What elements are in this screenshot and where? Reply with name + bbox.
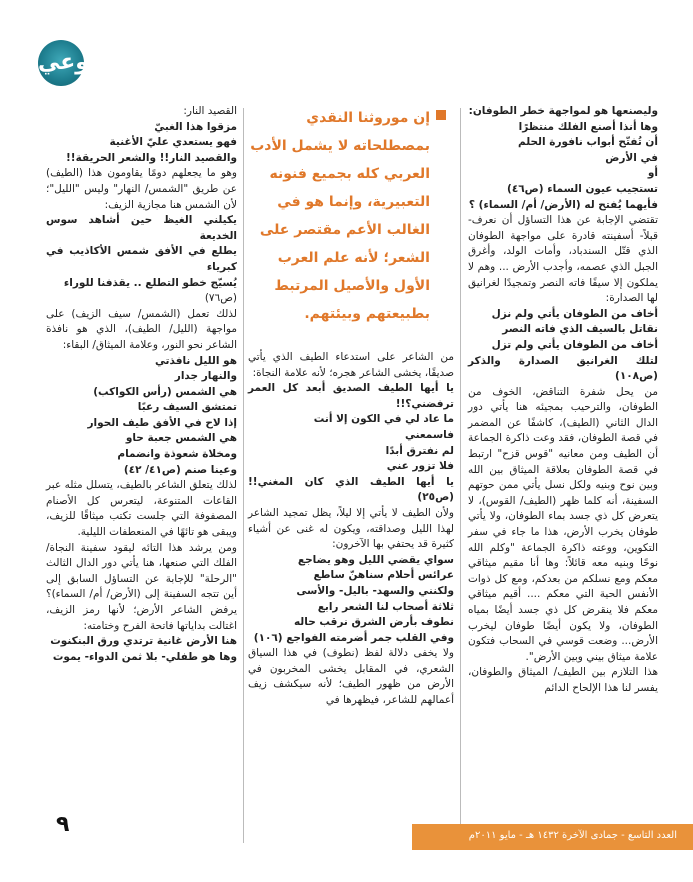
paragraph: لذلك يتعلق الشاعر بالطيف، يتسلل مثله عبر القاعات المتنوعة، ليتعرس كل الأصنام المصفوفة التي جلست تكتب ميثاقًا للزيف، ويبقى هو تائهًا في المنعطفات الليلية.	[46, 479, 237, 539]
verse-line: وليصنعها هو لمواجهة خطر الطوفان:	[468, 105, 658, 117]
paragraph: من يحل شفرة التناقض، الخوف من الطوفان، والترحيب بمجيئه هنا يأتي دور الدال الثاني (الطيف)، كاشفًا عن المضمر في قصة الطوفان، فقد وعت ذاكرة الجماعة أن الطيف ومن معانيه "قوس قزح" ارتبط في قصة الطوفان بعلاقة الميثاق بين الله وبين نوح وبنيه ولكل نسل يأتي ممن حوتهم السفينة، أنه كلما ظهر (الطيف/ القوس)، لا يتعرض كل ذي جسد بماء الطوفان، ولا يأتي طوفان يخرب الأرض، هذا ما جاء في سفر التكوين، ووعته ذاكرة الجماعة "وكلم الله نوحًا وبنيه معه قائلاً: وها أنا مقيم ميثاقي معكم ومع نسلكم من بعدكم، ومع كل ذوات الأنفس الحية التي معكم .... أقيم ميثاقي معكم فلا ينقرض كل ذي جسد أيضًا بمياه الطوفان، ولا يكون أيضًا طوفان ليخرب الأرض... وضعت قوسي في السحاب فتكون علامة ميثاق بيني وبين الأرض".	[468, 385, 658, 663]
verse-line: أخاف من الطوفان يأتي ولم تزل	[491, 338, 658, 351]
article-column-middle	[248, 350, 454, 709]
footer-bar	[412, 824, 693, 850]
verse-line: فهو يستعدي عليّ الأغنية	[109, 136, 237, 149]
paragraph: ولا يخفى دلالة لفظ (نطوف) في هذا السياق الشعري، في المقابل يخشى المخربون في الأرض من ظهور الطيف؛ لأنه سيكشف زيف أعمالهم للشاعر، فيظهرها في	[248, 647, 454, 707]
verse-line: نقاتل بالسيف الذي فاته النصر	[502, 323, 658, 336]
paragraph: من الشاعر على استدعاء الطيف الذي يأتي صديقًا، يخشى الشاعر هجره؛ لأنه علامة النجاة:	[248, 351, 454, 379]
verse-line: أخاف من الطوفان يأتي ولم نزل	[491, 307, 658, 320]
article-column-right	[468, 104, 658, 697]
paragraph: هذا التلازم بين الطيف/ الميثاق والطوفان، يفسر لنا هذا الإلحاح الدائم	[468, 666, 658, 694]
verse-line: فأيهما يُفتح له (الأرض/ أم/ السماء) ؟	[468, 198, 658, 211]
pull-quote-text: إن موروثنا النقدي بمصطلحاته لا يشمل الأدب العربي كله بجميع فنونه التعبيرية، وإنما هو في الغالب الأعم مقتصر على الشعر؛ لأنه علم العرب الأول والأصيل المرتبط بطبيعتهم وبيئتهم.	[250, 110, 430, 322]
paragraph: (ص٧٦)	[204, 292, 237, 305]
verse-line: ومخلاة شعوذة وانضمام	[117, 448, 237, 461]
column-divider	[243, 108, 244, 843]
pull-quote	[250, 104, 446, 336]
verse-line: تستجيب عيون السماء (ص٤٦)	[507, 182, 658, 195]
verse-line: مزقوا هذا الغبيّ	[154, 120, 237, 133]
verse-line: نطوف بأرض الشرق نرقب حاله	[293, 616, 454, 629]
verse-line: وعينا صنم (ص٤١/ ٤٢)	[123, 463, 237, 476]
column-divider	[460, 108, 461, 843]
verse-line: وها أنذا أصنع الفلك منتظرًا	[518, 120, 658, 133]
verse-line: يُسيّج خطو التطلع .. يقذفنا للوراء	[63, 276, 237, 289]
verse-line: في الأرض	[605, 151, 658, 164]
verse-line: فلا تزور عني	[386, 460, 454, 473]
issue-info: العدد التاسع - جمادى الآخرة ١٤٣٢ هـ - مايو ٢٠١١م	[468, 830, 677, 841]
verse-line: يا أيها الطيف الصديق أبعد كل العمر ترفضني؟!!	[248, 382, 454, 410]
paragraph: ومن يرشد هذا التائه ليقود سفينة النجاة/ الفلك التي صنعها، هنا يأتي دور الدال الثالث "الرحلة" للإجابة عن التساؤل السابق إلى أين تتجه السفينة إلى (الأرض/ أم/ السماء)؟ يرفض الشاعر الأرض؛ لأنها رمز الزيف، اغتالت بداياتها فاتحة الفرح وختامته:	[46, 541, 237, 632]
verse-line: وها هو طفلي- بلا ثمن الدواء- يموت	[52, 650, 237, 663]
paragraph: وهو ما يجعلهم دومًا يقاومون هذا (الطيف) عن طريق "الشمس/ النهار" وليس "الليل"؛ لأن الشمس هنا مجازية الزيف:	[46, 167, 237, 211]
verse-line: هي الشمس (رأس الكواكب)	[93, 385, 237, 398]
verse-line: أن تُفتّح أبواب نافورة الحلم	[517, 136, 658, 149]
verse-line: تمتشق السيف رعبًا	[137, 401, 237, 414]
verse-line: سواي يقضي الليل وهو يضاجع	[297, 553, 454, 566]
article-column-left	[46, 104, 237, 665]
verse-line: والنهار جدار	[174, 370, 237, 383]
magazine-logo: الوعي	[38, 40, 84, 86]
verse-line: وفي القلب جمر أضرمته الفواجع (١٠٦)	[253, 631, 454, 644]
verse-line: يطلع في الأفق شمس الأكاذيب في كبرياء	[46, 245, 237, 273]
verse-line: لتلك الغرانيق الصدارة والذكر (ص١٠٨)	[468, 354, 658, 383]
paragraph: تقتضي الإجابة عن هذا التساؤل أن نعرف- قبلاً- أسفينته قادرة على مواجهة الطوفان الذي قتّل السندباد، وأمات الولد، وأغرق الجبل الذي عصمه، وأجدب الأرض ... وهم لا يملكون إلا سيفًا فاته النصر وتمجيدًا لغرانيق لها الصدارة:	[468, 214, 658, 305]
paragraph: ولأن الطيف لا يأتي إلا ليلاً، يظل تمجيد الشاعر لهذا الليل وصداقته، ويكون له غنى عن أشياء كثيرة قد يحتفي بها الآخرون:	[248, 506, 454, 551]
verse-line: ولكنني والسهد- باليل- والأسى	[296, 584, 454, 597]
verse-line: فاسمعني	[404, 428, 454, 441]
verse-line: عرائس أحلام سناهنّ ساطع	[313, 569, 454, 582]
verse-line: والقصيد النار!! والشعر الحريقة!!	[66, 151, 237, 164]
page-number: ٩	[56, 812, 70, 837]
quote-square-icon	[436, 110, 446, 120]
verse-line: هنا الأرض غانية ترتدي ورق البنكنوت	[50, 635, 237, 648]
verse-line: يكيلني الغيظ حين أشاهد سوس الخديعة	[46, 214, 237, 242]
verse-line: ثلاثة أصحاب لنا الشعر رابع	[317, 600, 454, 613]
verse-line: إذا لاح في الأفق طيف الحوار	[87, 416, 237, 429]
paragraph: القصيد النار:	[183, 105, 237, 117]
paragraph: لذلك تعمل (الشمس/ سيف الزيف) على مواجهة (الليل/ الطيف)، الذي هو نافذة الشاعر نحو النور، وعلامة الميثاق/ البقاء:	[46, 307, 237, 351]
verse-line: أو	[647, 167, 658, 180]
verse-line: هو الليل نافذتي	[154, 354, 237, 367]
verse-line: يا أيها الطيف الذي كان المغني!! (ص٢٥)	[248, 475, 454, 504]
verse-line: لم نفترق أبدًا	[385, 444, 454, 457]
verse-line: ما عاد لي في الكون إلا أنت	[313, 413, 454, 426]
verse-line: هي الشمس جعبة حاو	[125, 432, 237, 445]
